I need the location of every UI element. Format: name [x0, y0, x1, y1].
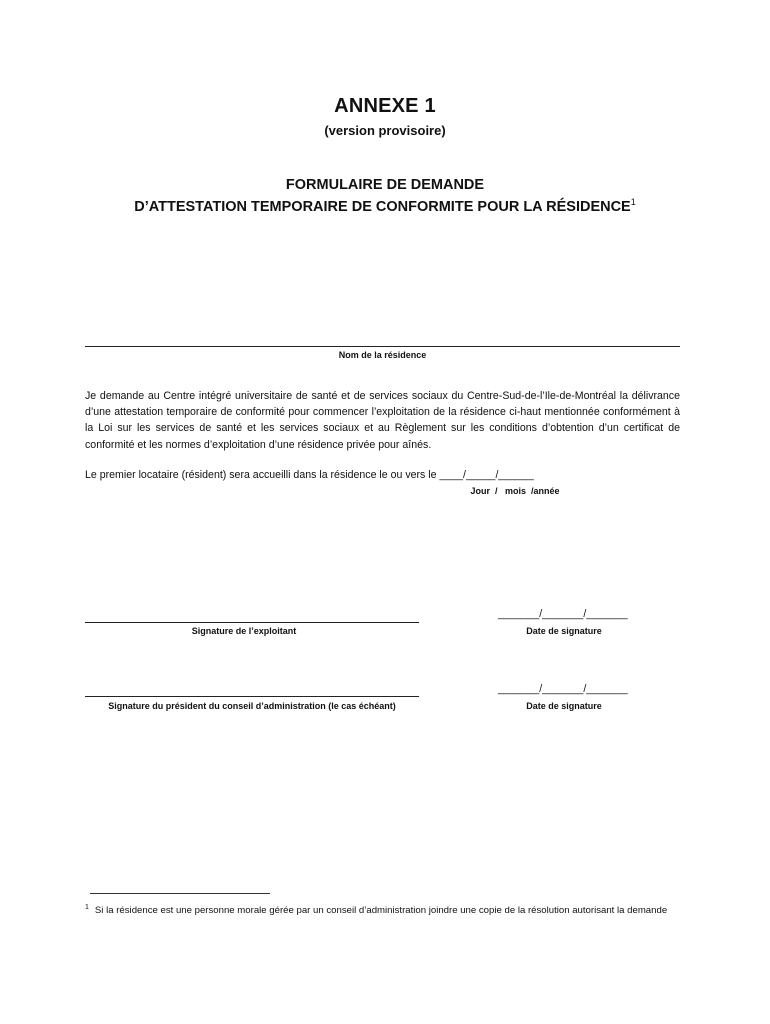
date-format-hint: Jour / mois /année: [470, 486, 560, 496]
footnote-divider: [90, 893, 270, 894]
operator-signature-field[interactable]: [85, 622, 419, 623]
operator-signature-date-label: Date de signature: [526, 626, 602, 636]
residence-name-label: Nom de la résidence: [338, 350, 427, 360]
annexe-title: ANNEXE 1: [334, 95, 436, 117]
operator-signature-date-field[interactable]: _______/_______/_______: [498, 608, 628, 620]
request-paragraph: [85, 388, 680, 453]
form-title-line1: FORMULAIRE DE DEMANDE: [285, 177, 485, 193]
president-signature-field[interactable]: [85, 696, 419, 697]
president-signature-date-field[interactable]: _______/_______/_______: [498, 683, 628, 695]
first-tenant-line: Le premier locataire (résident) sera accueilli dans la résidence le ou vers le ____/_____/______: [85, 469, 534, 481]
form-title-line2-text: D’ATTESTATION TEMPORAIRE DE CONFORMITE POUR LA RÉSIDENCE: [134, 199, 631, 215]
footnote-number: 1: [85, 903, 89, 911]
president-signature-date-label: Date de signature: [526, 701, 602, 711]
form-title-line2: [0, 199, 770, 215]
request-text: Je demande au Centre intégré universitaire de santé et de services sociaux du Centre-Sud-de-l’Ile-de-Montréal la délivrance d’une attestation temporaire de conformité pour commencer l’exploitation de la résidence ci-haut mentionnée conformément à la Loi sur les services de santé et les services sociaux et au Règlement sur les conditions d’obtention d’un certificat de conformité et les normes d’exploitation d’une résidence privée pour aînés.: [85, 390, 680, 451]
operator-signature-label: Signature de l’exploitant: [191, 626, 297, 636]
footnote: [85, 903, 681, 918]
footnote-text: Si la résidence est une personne morale gérée par un conseil d’administration joindre une copie de la résolution autorisant la demande: [94, 905, 668, 916]
version-subtitle: (version provisoire): [324, 123, 446, 138]
residence-name-field[interactable]: [85, 346, 680, 347]
footnote-reference: 1: [630, 197, 636, 208]
president-signature-label: Signature du président du conseil d’administration (le cas échéant): [108, 701, 396, 711]
